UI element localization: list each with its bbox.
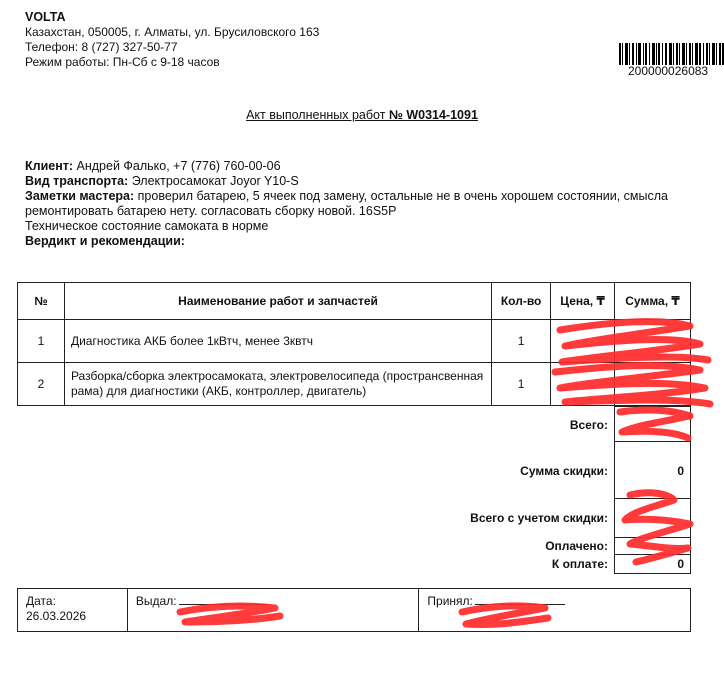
total-discount-label: Всего с учетом скидки: bbox=[470, 511, 608, 525]
signature-table bbox=[17, 588, 691, 632]
row-num: 1 bbox=[18, 320, 65, 363]
document-number: № W0314-1091 bbox=[388, 108, 478, 122]
tech-state: Техническое состояние самоката в норме bbox=[25, 219, 269, 233]
row-name: Диагностика АКБ более 1кВтч, менее 3квтч bbox=[64, 320, 491, 363]
document-title bbox=[0, 108, 724, 122]
company-address: Казахстан, 050005, г. Алматы, ул. Брусиловского 163 bbox=[25, 25, 320, 39]
issued-signature-line bbox=[179, 604, 269, 605]
header-name: Наименование работ и запчастей bbox=[64, 283, 491, 320]
issued-label: Выдал: bbox=[135, 594, 177, 608]
transport-value: Электросамокат Joyor Y10-S bbox=[128, 174, 299, 188]
due-label: К оплате: bbox=[551, 557, 608, 571]
date-label: Дата: bbox=[26, 594, 56, 608]
discount-label: Сумма скидки: bbox=[520, 464, 608, 478]
header-price: Цена, ₸ bbox=[551, 283, 615, 320]
notes-line bbox=[25, 189, 705, 219]
row-sum bbox=[615, 363, 691, 406]
client-label: Клиент: bbox=[25, 159, 74, 173]
company-header bbox=[25, 10, 319, 70]
company-hours: Режим работы: Пн-Сб с 9-18 часов bbox=[25, 55, 220, 69]
company-name: VOLTA bbox=[25, 10, 66, 24]
total-discount-value-box bbox=[614, 498, 691, 538]
info-block bbox=[25, 159, 705, 249]
header-sum: Сумма, ₸ bbox=[615, 283, 691, 320]
company-phone: Телефон: 8 (727) 327-50-77 bbox=[25, 40, 178, 54]
received-cell bbox=[419, 589, 691, 632]
row-sum bbox=[615, 320, 691, 363]
totals-section bbox=[0, 406, 724, 576]
row-name: Разборка/сборка электросамоката, электровелосипеда (пространсвенная рама) для диагностики (АКБ, контроллер, двигатель) bbox=[64, 363, 491, 406]
document-title-text: Акт выполненных работ bbox=[246, 108, 389, 122]
items-table bbox=[17, 282, 691, 406]
date-cell bbox=[18, 589, 128, 632]
issued-cell bbox=[127, 589, 419, 632]
paid-label: Оплачено: bbox=[545, 539, 608, 553]
row-price bbox=[551, 363, 615, 406]
row-qty: 1 bbox=[492, 363, 551, 406]
due-value: 0 bbox=[614, 554, 691, 574]
transport-label: Вид транспорта: bbox=[25, 174, 129, 188]
verdict-line bbox=[25, 234, 705, 249]
notes-value: проверил батарею, 5 ячеек под замену, остальные не в очень хорошем состоянии, смысла ремонтировать батарею нету. согласовать сборку новой. 16S5P bbox=[25, 189, 668, 218]
date-value: 26.03.2026 bbox=[26, 609, 87, 623]
total-value-box bbox=[614, 406, 691, 442]
discount-value: 0 bbox=[614, 441, 691, 499]
header-qty: Кол-во bbox=[492, 283, 551, 320]
received-label: Принял: bbox=[427, 594, 473, 608]
row-num: 2 bbox=[18, 363, 65, 406]
client-line bbox=[25, 159, 705, 174]
header-num: № bbox=[18, 283, 65, 320]
table-header-row bbox=[18, 283, 691, 320]
table-row bbox=[18, 320, 691, 363]
barcode-number: 200000026083 bbox=[628, 64, 709, 78]
verdict-label: Вердикт и рекомендации: bbox=[25, 234, 185, 248]
client-value: Андрей Фалько, +7 (776) 760-00-06 bbox=[73, 159, 281, 173]
signature-row bbox=[18, 589, 691, 632]
transport-line bbox=[25, 174, 705, 189]
row-price bbox=[551, 320, 615, 363]
table-row bbox=[18, 363, 691, 406]
barcode-image bbox=[619, 43, 724, 65]
received-signature-line bbox=[475, 604, 565, 605]
total-label: Всего: bbox=[569, 418, 608, 432]
row-qty: 1 bbox=[492, 320, 551, 363]
notes-label: Заметки мастера: bbox=[25, 189, 135, 203]
paid-value-box bbox=[614, 537, 691, 555]
